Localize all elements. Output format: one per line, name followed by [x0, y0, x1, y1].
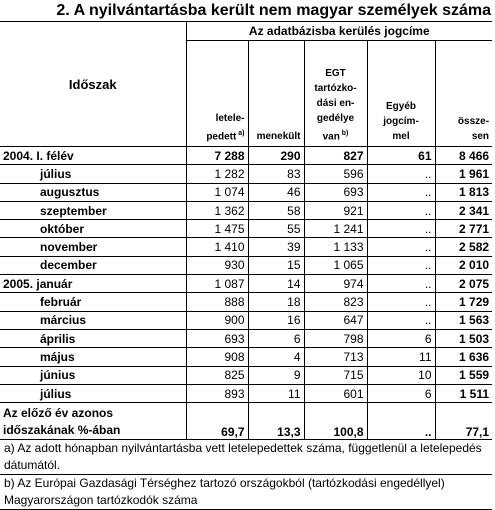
group-header: Az adatbázisba kerülés jogcíme [186, 22, 492, 41]
column-header-line: jogcím- [383, 116, 419, 127]
cell-value: 908 [186, 348, 248, 366]
column-header-line: dási en- [316, 97, 355, 109]
cell-value: 1 241 [304, 220, 367, 238]
table-row [0, 147, 492, 165]
cell-value: 1 961 [435, 165, 492, 183]
cell-value: 14 [248, 275, 304, 293]
footnote-marker: a) [236, 129, 245, 137]
period-header: Időszak [0, 22, 186, 147]
cell-value: 798 [304, 329, 367, 347]
cell-value: 83 [248, 165, 304, 183]
row-label: február [0, 293, 186, 311]
column-header-line: össze- [457, 116, 490, 127]
row-label: június [0, 366, 186, 384]
table-row [0, 348, 492, 366]
cell-value: .. [367, 311, 435, 329]
cell-value: .. [367, 183, 435, 201]
cell-value: 11 [248, 384, 304, 402]
cell-value: 16 [248, 311, 304, 329]
row-label: 2004. I. félév [0, 147, 186, 165]
cell-value: 2 010 [435, 256, 492, 274]
row-label: október [0, 220, 186, 238]
cell-value: 825 [186, 366, 248, 384]
cell-value: 693 [186, 329, 248, 347]
cell-value: 1 729 [435, 293, 492, 311]
cell-value: 1 074 [186, 183, 248, 201]
column-header [304, 41, 367, 147]
cell-value: 18 [248, 293, 304, 311]
column-header [186, 41, 248, 147]
cell-value: 1 511 [435, 384, 492, 402]
table-row [0, 183, 492, 201]
cell-value: 2 771 [435, 220, 492, 238]
cell-value: .. [367, 256, 435, 274]
cell-value: 1 282 [186, 165, 248, 183]
row-label: szeptember [0, 201, 186, 219]
table-body [0, 147, 492, 510]
cell-value: 921 [304, 201, 367, 219]
table-row [0, 201, 492, 219]
column-header-line: mel [392, 131, 410, 142]
table-row [0, 384, 492, 402]
cell-value: 893 [186, 384, 248, 402]
cell-value: 1 362 [186, 201, 248, 219]
footnote-row [0, 440, 492, 475]
cell-value: .. [367, 403, 435, 440]
column-header-line: sen [471, 131, 490, 142]
table-row [0, 256, 492, 274]
cell-value: 58 [248, 201, 304, 219]
cell-value: 13,3 [248, 403, 304, 440]
cell-value: 8 466 [435, 147, 492, 165]
cell-value: 10 [367, 366, 435, 384]
cell-value: .. [367, 293, 435, 311]
cell-value: 715 [304, 366, 367, 384]
cell-value: 888 [186, 293, 248, 311]
cell-value: 1 636 [435, 348, 492, 366]
column-header-line: EGT [325, 67, 346, 79]
cell-value: 647 [304, 311, 367, 329]
row-label: július [0, 165, 186, 183]
footnote-row [0, 475, 492, 510]
cell-value: 2 341 [435, 201, 492, 219]
cell-value: .. [367, 165, 435, 183]
cell-value: 77,1 [435, 403, 492, 440]
cell-value: 11 [367, 348, 435, 366]
page-title: 2. A nyilvántartásba került nem magyar személyek száma [56, 2, 491, 19]
cell-value: 6 [367, 329, 435, 347]
table-row [0, 275, 492, 293]
data-table [0, 21, 492, 510]
cell-value: 69,7 [186, 403, 248, 440]
cell-value: .. [367, 201, 435, 219]
cell-value: 1 065 [304, 256, 367, 274]
cell-value: 2 075 [435, 275, 492, 293]
cell-value: 930 [186, 256, 248, 274]
cell-value: 827 [304, 147, 367, 165]
row-label: november [0, 238, 186, 256]
table-row [0, 165, 492, 183]
column-header-line: menekült [256, 131, 301, 142]
cell-value: 596 [304, 165, 367, 183]
cell-value: 823 [304, 293, 367, 311]
cell-value: 713 [304, 348, 367, 366]
cell-value: 6 [367, 384, 435, 402]
cell-value: 46 [248, 183, 304, 201]
column-header [435, 41, 492, 147]
row-label: augusztus [0, 183, 186, 201]
row-label: április [0, 329, 186, 347]
cell-value: 6 [248, 329, 304, 347]
cell-value: 290 [248, 147, 304, 165]
cell-value: 1 559 [435, 366, 492, 384]
column-header-line: tartózko- [314, 82, 357, 94]
cell-value: 55 [248, 220, 304, 238]
cell-value: 1 410 [186, 238, 248, 256]
column-header-line: Egyéb [385, 101, 416, 112]
cell-value: 2 582 [435, 238, 492, 256]
table-row [0, 329, 492, 347]
cell-value: 974 [304, 275, 367, 293]
cell-value: 601 [304, 384, 367, 402]
cell-value: 61 [367, 147, 435, 165]
cell-value: 1 813 [435, 183, 492, 201]
cell-value: 4 [248, 348, 304, 366]
cell-value: 100,8 [304, 403, 367, 440]
footnote: a) Az adott hónapban nyilvántartásba vett letelepedettek száma, függetlenül a letelepedés dátumától. [0, 440, 492, 475]
cell-value: 39 [248, 238, 304, 256]
row-label: július [0, 384, 186, 402]
row-label: Az előző év azonos időszakának %-ában [0, 403, 186, 440]
cell-value: 7 288 [186, 147, 248, 165]
cell-value: 693 [304, 183, 367, 201]
cell-value: 9 [248, 366, 304, 384]
column-header [248, 41, 304, 147]
row-label: 2005. január [0, 275, 186, 293]
table-row [0, 220, 492, 238]
table-row [0, 311, 492, 329]
row-label: március [0, 311, 186, 329]
column-header [367, 41, 435, 147]
table-row [0, 238, 492, 256]
table-row [0, 366, 492, 384]
row-label: december [0, 256, 186, 274]
footnote-marker: b) [339, 129, 349, 137]
table-row [0, 293, 492, 311]
footnote: b) Az Európai Gazdasági Térséghez tartozó országokból (tartózkodási engedéllyel) Magyarországon tartózkodók száma [0, 475, 492, 510]
cell-value: 1 475 [186, 220, 248, 238]
cell-value: 1 133 [304, 238, 367, 256]
percentage-row [0, 403, 492, 440]
column-header-line: letele- [215, 112, 245, 124]
cell-value: .. [367, 238, 435, 256]
cell-value: 1 563 [435, 311, 492, 329]
cell-value: 900 [186, 311, 248, 329]
column-header-line: pedett [206, 131, 237, 142]
cell-value: 15 [248, 256, 304, 274]
cell-value: .. [367, 275, 435, 293]
cell-value: 1 503 [435, 329, 492, 347]
column-header-line: gedélye [316, 112, 355, 124]
cell-value: .. [367, 220, 435, 238]
row-label: május [0, 348, 186, 366]
cell-value: 1 087 [186, 275, 248, 293]
column-header-line: van [322, 131, 340, 142]
